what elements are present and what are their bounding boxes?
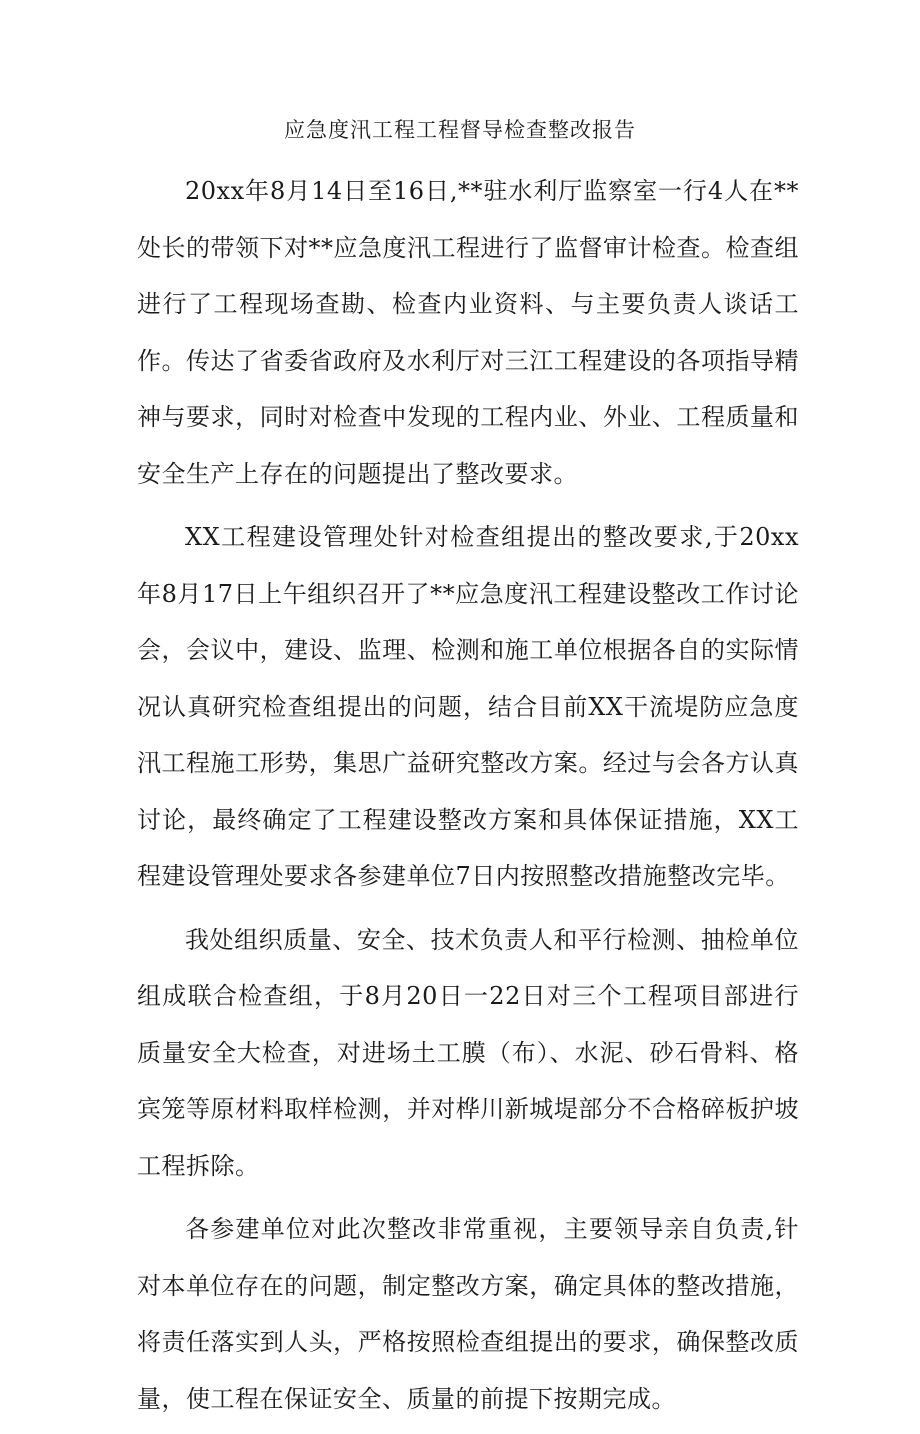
paragraph-implementation: 各参建单位对此次整改非常重视，主要领导亲自负责,针对本单位存在的问题，制定整改方案，确定具体的整改措施，将责任落实到人头，严格按照检查组提出的要求，确保整改质量，使工程在保证安全、质量的前提下按期完成。 xyxy=(137,1215,799,1413)
paragraph-inspection-summary: 20xx年8月14日至16日,**驻水利厅监察室一行4人在**处长的带领下对**应急度汛工程进行了监督审计检查。检查组进行了工程现场查勘、检查内业资料、与主要负责人谈话工作。传达了省委省政府及水利厅对三江工程建设的各项指导精神与要求，同时对检查中发现的工程内业、外业、工程质量和安全生产上存在的问题提出了整改要求。 xyxy=(137,177,799,488)
document-body xyxy=(137,163,799,1434)
document-title: 应急度汛工程工程督导检查整改报告 xyxy=(284,118,636,142)
paragraph-joint-inspection: 我处组织质量、安全、技术负责人和平行检测、抽检单位组成联合检查组，于8月20日一22日对三个工程项目部进行质量安全大检查，对进场土工膜（布）、水泥、砂石骨料、格宾笼等原材料取样检测，并对桦川新城堤部分不合格碎板护坡工程拆除。 xyxy=(137,925,799,1180)
paragraph-rectification-meeting: XX工程建设管理处针对检查组提出的整改要求,于20xx年8月17日上午组织召开了**应急度汛工程建设整改工作讨论会，会议中，建设、监理、检测和施工单位根据各自的实际情况认真研究检查组提出的问题，结合目前XX干流堤防应急度汛工程施工形势，集思广益研究整改方案。经过与会各方认真讨论，最终确定了工程建设整改方案和具体保证措施，XX工程建设管理处要求各参建单位7日内按照整改措施整改完毕。 xyxy=(137,523,799,890)
